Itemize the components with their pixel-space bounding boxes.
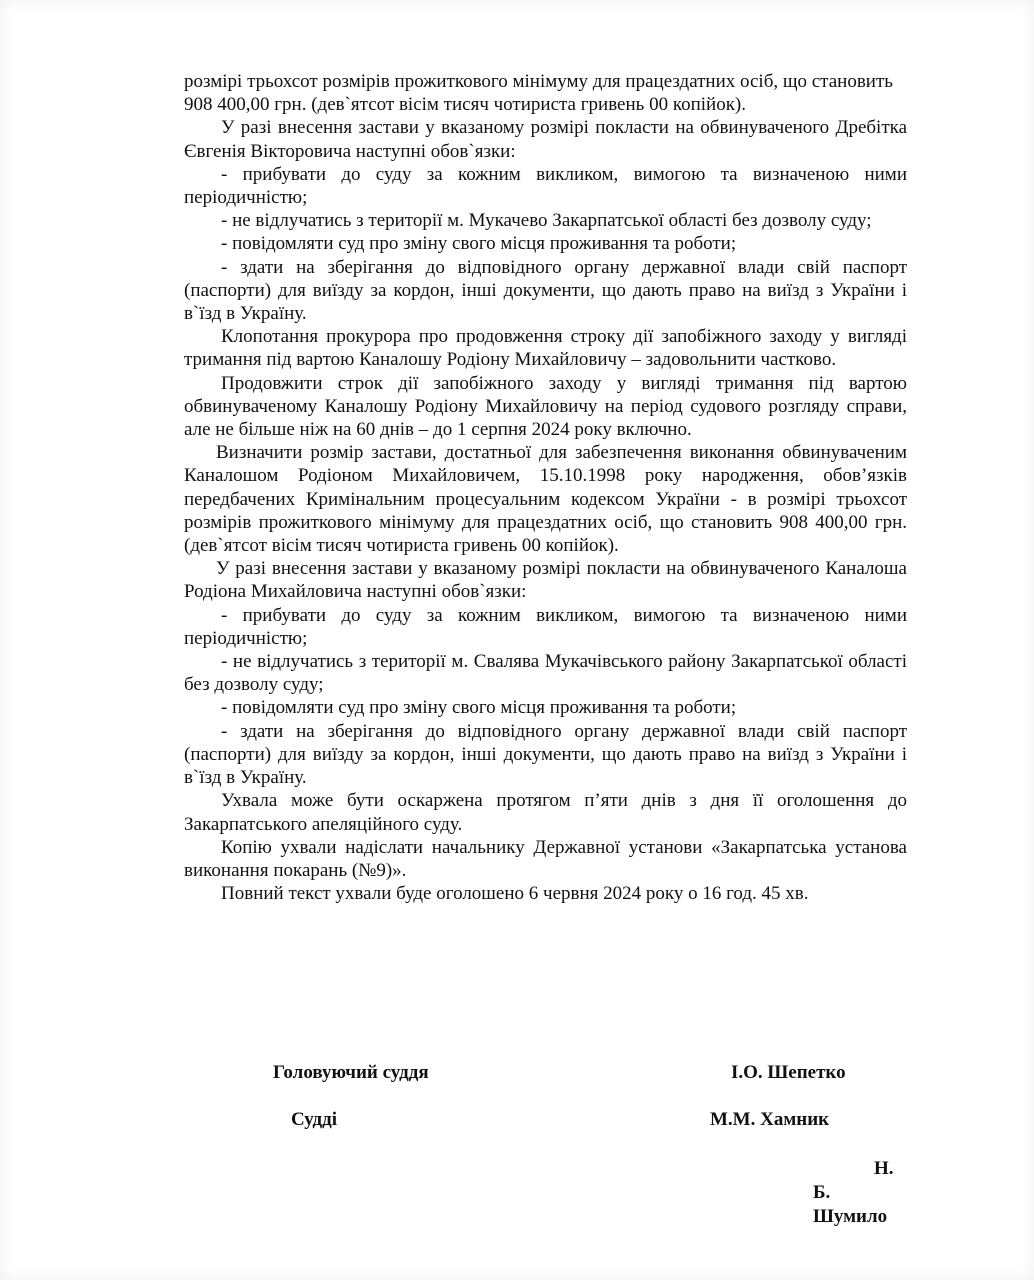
judge-name-khamnyk: М.М. Хамник bbox=[710, 1109, 830, 1130]
obligation-passport-1: - здати на зберігання до відповідного органу державної влади свій паспорт (паспорти) для виїзду за кордон, інші документи, що дають право на виїзд з України і в`їзд в Україну. bbox=[184, 256, 907, 325]
judge-initial-n: Н. bbox=[874, 1158, 894, 1179]
obligation-stay-2: - не відлучатись з території м. Свалява Мукачівського району Закарпатської області без дозволу суду; bbox=[184, 651, 907, 696]
paragraph-appeal: Ухвала може бути оскаржена протягом п’яти днів з дня її оголошення до Закарпатського апеляційного суду. bbox=[184, 790, 907, 835]
obligation-appear-1: - прибувати до суду за кожним викликом, вимогою та визначеною ними періодичністю; bbox=[184, 163, 907, 209]
judge-name-shumylo: Шумило bbox=[813, 1206, 888, 1227]
paragraph-obligations-intro-1: У разі внесення застави у вказаному розмірі покласти на обвинуваченого Дребітка Євгенія Вікторовича наступні обов`язки: bbox=[184, 117, 907, 162]
paragraph-full-text-date: Повний текст ухвали буде оголошено 6 червня 2024 року о 16 год. 45 хв. bbox=[221, 883, 809, 905]
obligation-notify-1: - повідомляти суд про зміну свого місця проживання та роботи; bbox=[221, 233, 737, 255]
judge-initial-b: Б. bbox=[813, 1182, 831, 1203]
paragraph-send-copy: Копію ухвали надіслати начальнику Державної установи «Закарпатська установа виконання покарань (№9)». bbox=[184, 836, 907, 881]
paragraph-prosecutor-motion: Клопотання прокурора про продовження строку дії запобіжного заходу у вигляді тримання під вартою Каналошу Родіону Михайловичу – задовольнити частково. bbox=[184, 326, 907, 371]
obligation-appear-2: - прибувати до суду за кожним викликом, вимогою та визначеною ними періодичністю; bbox=[184, 604, 907, 649]
presiding-judge-name: І.О. Шепетко bbox=[731, 1062, 846, 1083]
paragraph-obligations-intro-2: У разі внесення застави у вказаному розмірі покласти на обвинуваченого Каналоша Родіона Михайловича наступні обов`язки: bbox=[184, 558, 907, 603]
ruling-text bbox=[184, 70, 907, 905]
judges-title: Судді bbox=[291, 1109, 338, 1130]
paragraph-bail-amount-2: Визначити розмір застави, достатньої для забезпечення виконання обвинуваченим Каналошом Родіоном Михайловичем, 15.10.1998 року народження, обов’язків передбачених Кримінальним процесуальним кодексом України - в розмірі трьохсот розмірів прожиткового мінімуму для працездатних осіб, що становить 908 400,00 грн. (дев`ятсот вісім тисяч чотириста гривень 00 копійок). bbox=[184, 442, 907, 557]
presiding-judge-title: Головуючий суддя bbox=[273, 1062, 429, 1083]
obligation-stay-1: - не відлучатись з території м. Мукачево Закарпатської області без дозволу суду; bbox=[221, 210, 872, 232]
paragraph-bail-amount-1: розмірі трьохсот розмірів прожиткового мінімуму для працездатних осіб, що становить 908 400,00 грн. (дев`ятсот вісім тисяч чотириста гривень 00 копійок). bbox=[184, 71, 893, 116]
obligation-passport-2: - здати на зберігання до відповідного органу державної влади свій паспорт (паспорти) для виїзду за кордон, інші документи, що дають право на виїзд з України і в`їзд в Україну. bbox=[184, 720, 907, 789]
obligation-notify-2: - повідомляти суд про зміну свого місця проживання та роботи; bbox=[221, 697, 737, 719]
paragraph-extend-detention: Продовжити строк дії запобіжного заходу у вигляді тримання під вартою обвинуваченому Каналошу Родіону Михайловичу на період судового розгляду справи, але не більше ніж на 60 днів – до 1 серпня 2024 року включно. bbox=[184, 372, 907, 441]
